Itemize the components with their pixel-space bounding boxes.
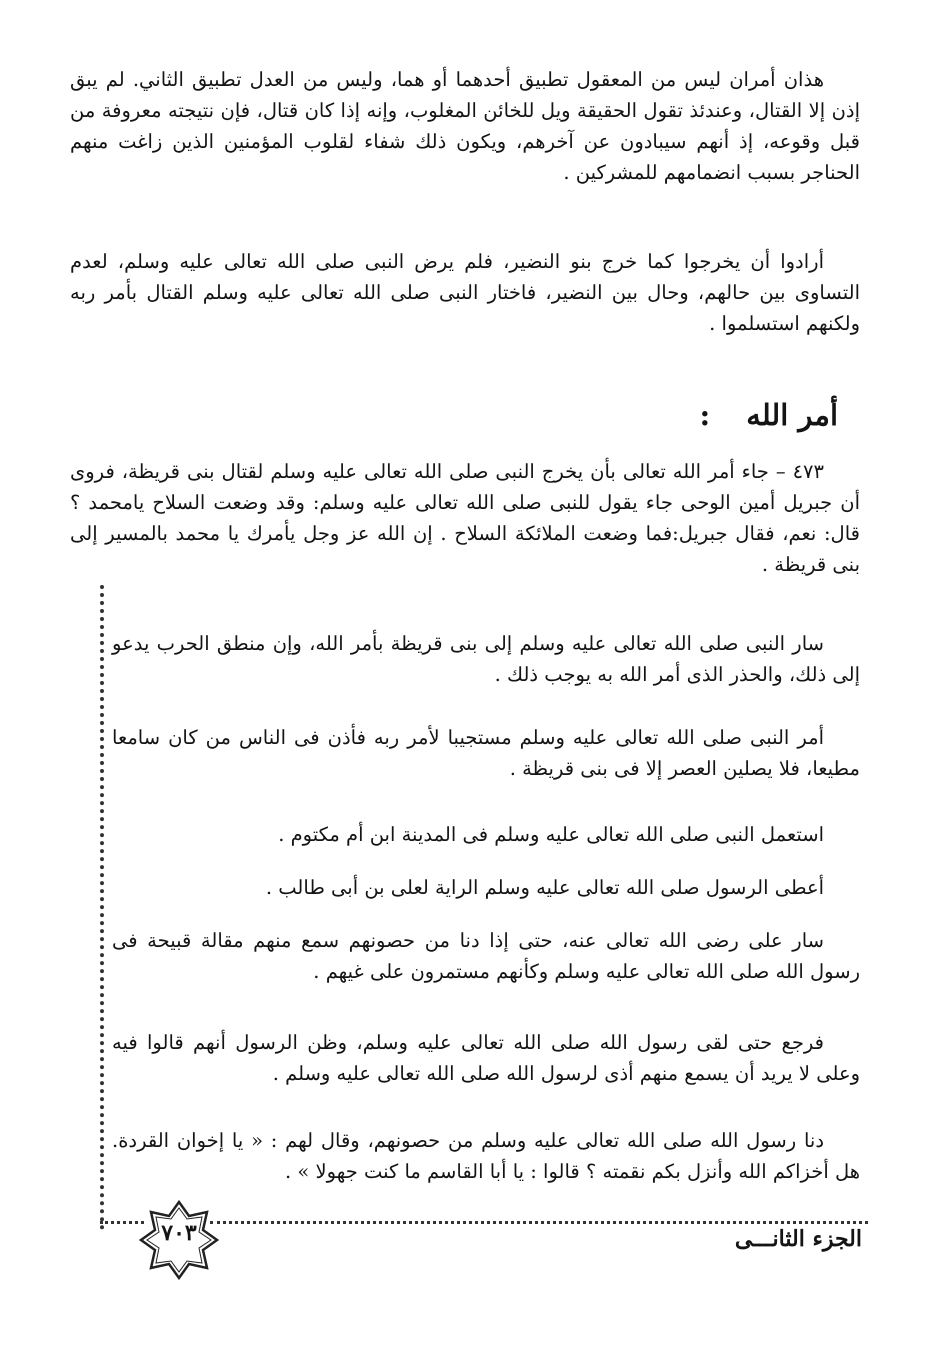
paragraph-2: أرادوا أن يخرجوا كما خرج بنو النضير، فلم يرض النبى صلى الله تعالى عليه وسلم، لعدم التساوى بين حالهم، وحال بين النضير، فاختار النبى صلى الله تعالى عليه وسلم القتال بأمر ربه ولكنهم استسلموا . [70,250,860,335]
paragraph-approach: دنا رسول الله صلى الله تعالى عليه وسلم من حصونهم، وقال لهم : « يا إخوان القردة. هل أخزاكم الله وأنزل بكم نقمته ؟ قالوا : يا أبا القاسم ما كنت جهولا » . [112,1129,860,1183]
paragraph-march: سار النبى صلى الله تعالى عليه وسلم إلى بنى قريظة بأمر الله، وإن منطق الحرب يدعو إلى ذلك، والحذر الذى أمر الله به يوجب ذلك . [112,632,860,686]
paragraph-1: هذان أمران ليس من المعقول تطبيق أحدهما أو هما، وليس من العدل تطبيق الثاني. لم يبق إذن إلا القتال، وعندئذ تقول الحقيقة ويل للخائن المغلوب، وإنه إذا كان قتال، فإن نتيجته معروفة من قبل وقوعه، إذ أنهم سيبادون عن آخرهم، ويكون ذلك شفاء لقلوب المؤمنين الذين زاغت منهم الحناجر بسبب انضمامهم للمشركين . [70,68,860,184]
paragraph-order: أمر النبى صلى الله تعالى عليه وسلم مستجيبا لأمر ربه فأذن فى الناس من كان سامعا مطيعا، فلا يصلين العصر إلا فى بنى قريظة . [112,726,860,780]
footer-divider-left [100,1221,144,1224]
paragraph-banner: أعطى الرسول صلى الله تعالى عليه وسلم الراية لعلى بن أبى طالب . [265,876,824,899]
section-heading-title: أمر الله [746,398,838,432]
footer-divider [210,1221,868,1224]
paragraph-return: فرجع حتى لقى رسول الله صلى الله تعالى عليه وسلم، وظن الرسول أنهم قالوا فيه وعلى لا يريد أن يسمع منهم أذى لرسول الله صلى الله تعالى عليه وسلم . [112,1031,860,1085]
part-label: الجزء الثانـــى [734,1226,862,1252]
decorative-frame-border [100,585,104,1230]
section-heading [700,398,838,432]
section-heading-colon: : [699,398,711,432]
page-number: ٧٠٣ [161,1220,197,1246]
paragraph-473: ٤٧٣ – جاء أمر الله تعالى بأن يخرج النبى صلى الله تعالى عليه وسلم لقتال بنى قريظة، فروى أن جبريل أمين الوحى جاء يقول للنبى صلى الله تعالى عليه وسلم: وقد وضعت السلاح يامحمد ؟ قال: نعم، فقال جبريل:فما وضعت الملائكة السلاح . إن الله عز وجل يأمرك يا محمد بالمسير إلى بنى قريظة . [70,460,860,576]
paragraph-ali: سار على رضى الله تعالى عنه، حتى إذا دنا من حصونهم سمع منهم مقالة قبيحة فى رسول الله صلى الله تعالى عليه وسلم وكأنهم مستمرون على غيهم . [112,929,860,983]
paragraph-deputy: استعمل النبى صلى الله تعالى عليه وسلم فى المدينة ابن أم مكتوم . [278,823,824,846]
